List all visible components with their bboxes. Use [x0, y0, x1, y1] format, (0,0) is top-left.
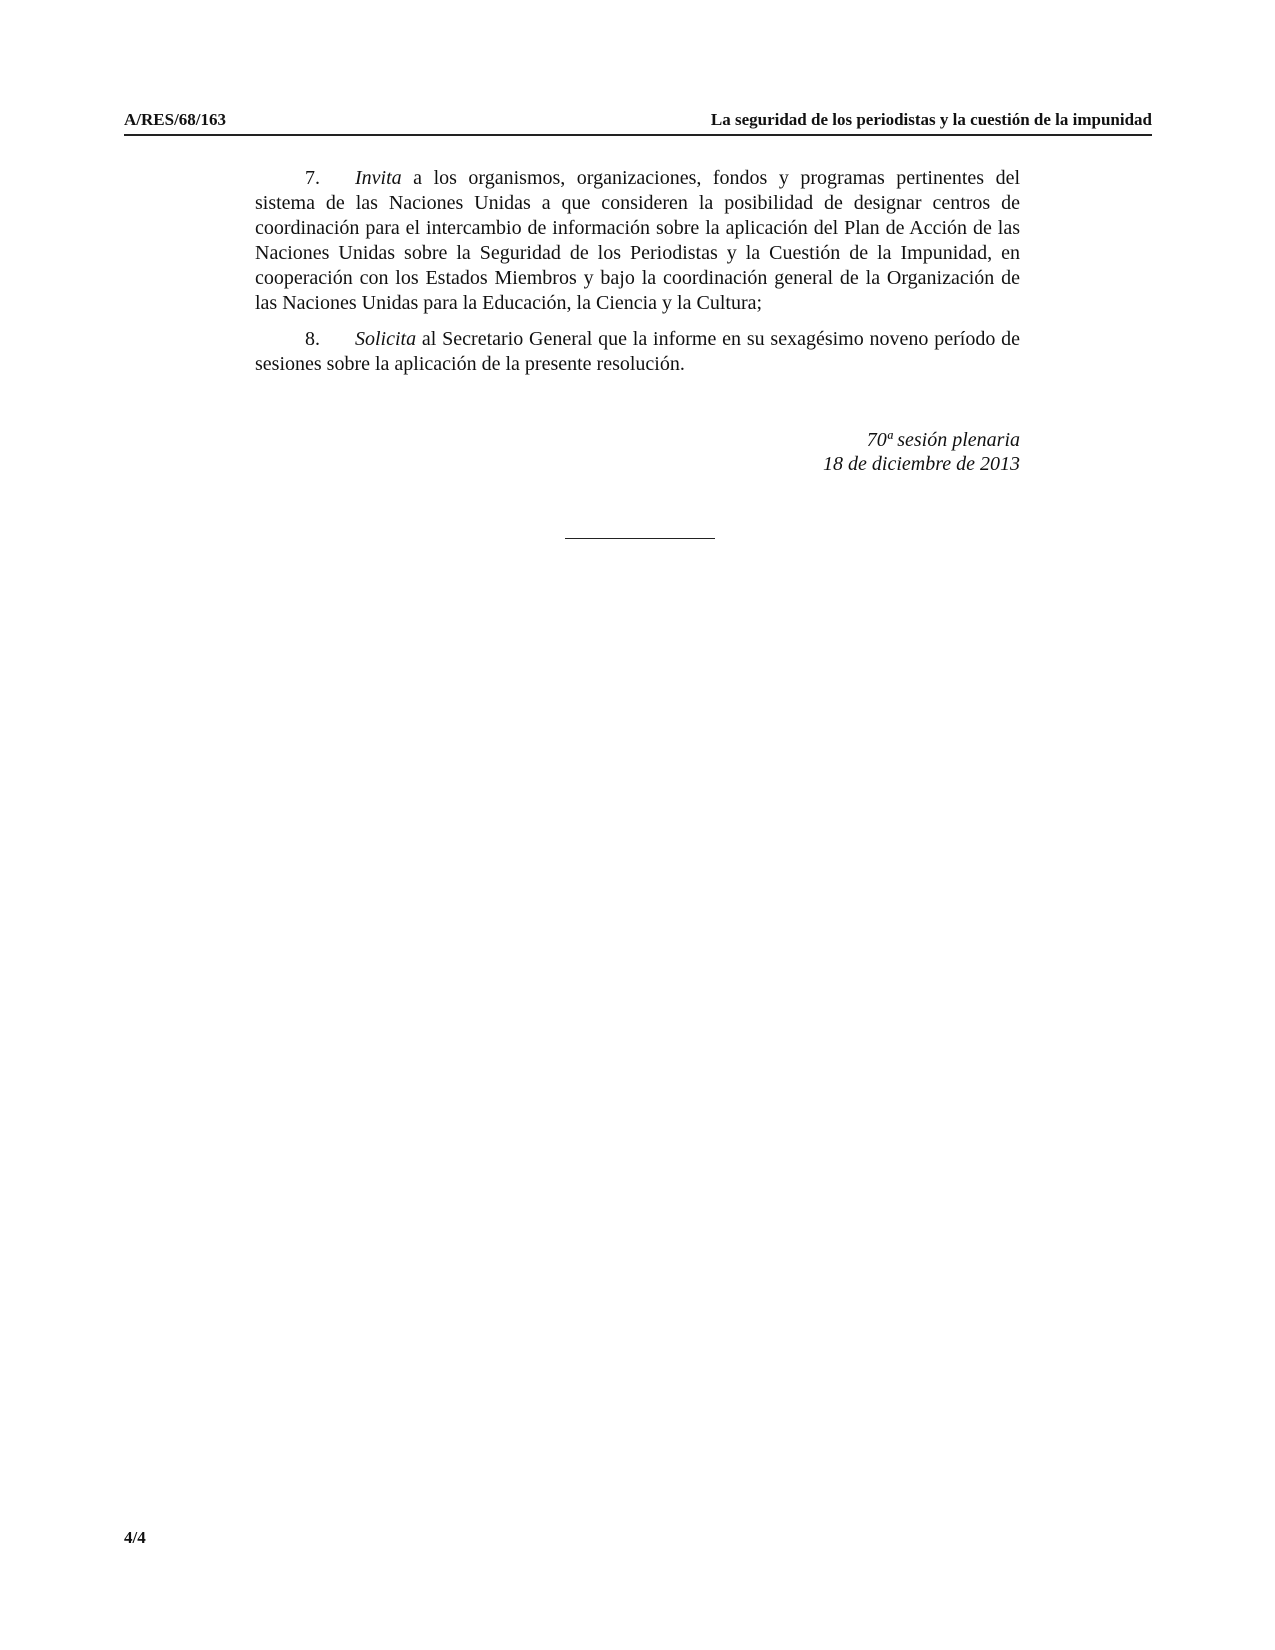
operative-verb: Invita	[355, 167, 402, 189]
paragraph-8	[255, 327, 1020, 377]
operative-verb: Solicita	[355, 328, 417, 350]
paragraph-number: 7.	[305, 167, 320, 189]
page-number: 4/4	[124, 1528, 146, 1547]
adoption-block	[600, 428, 1020, 476]
paragraph-text: a los organismos, organizaciones, fondos y programas pertinentes del sistema de las Naciones Unidas a que consideren la posibilidad de designar centros de coordinación para el intercambio de información sobre la aplicación del Plan de Acción de las Naciones Unidas sobre la Seguridad de los Periodistas y la Cuestión de la Impunidad, en cooperación con los Estados Miembros y bajo la coordinación general de la Organización de las Naciones Unidas para la Educación, la Ciencia y la Cultura;	[255, 167, 1020, 314]
plenary-meeting: 70ª sesión plenaria	[866, 429, 1020, 451]
paragraph-number: 8.	[305, 328, 320, 350]
document-title: La seguridad de los periodistas y la cuestión de la impunidad	[710, 110, 1152, 129]
paragraph-7	[255, 166, 1020, 316]
end-of-document-rule	[565, 538, 715, 539]
page-header	[124, 108, 1152, 136]
document-symbol: A/RES/68/163	[124, 110, 227, 129]
adoption-date: 18 de diciembre de 2013	[823, 453, 1020, 475]
resolution-body	[255, 166, 1020, 388]
paragraph-text: al Secretario General que la informe en su sexagésimo noveno período de sesiones sobre la aplicación de la presente resolución.	[255, 328, 1020, 375]
